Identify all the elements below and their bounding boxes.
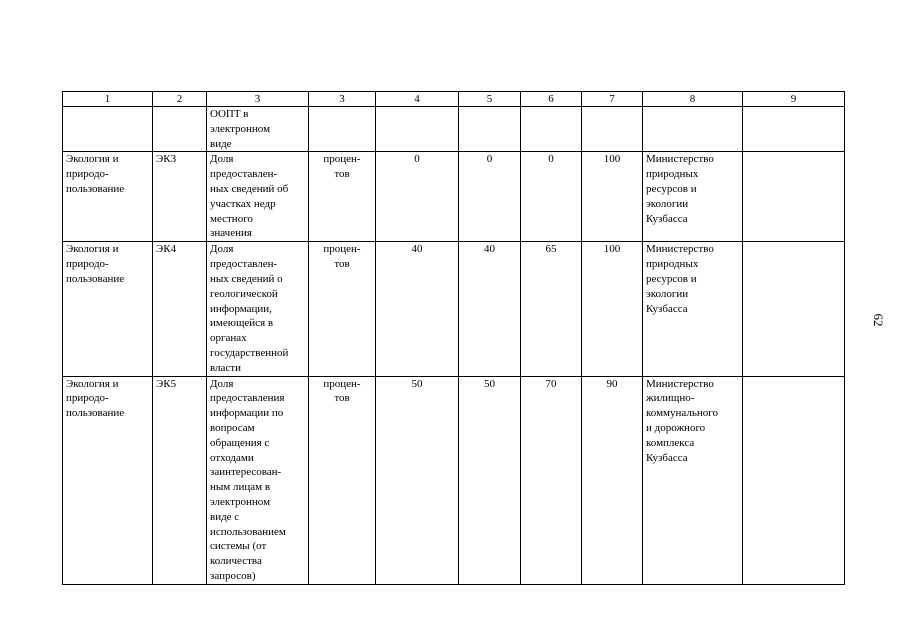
value-cell: 50 (459, 376, 521, 584)
code-cell (153, 107, 207, 152)
value-cell: 0 (459, 152, 521, 242)
value-cell: 90 (582, 376, 643, 584)
unit-cell (309, 107, 376, 152)
value-cell: 0 (376, 152, 459, 242)
header-cell: 3 (309, 92, 376, 107)
value-cell (459, 107, 521, 152)
code-cell: ЭК4 (153, 242, 207, 376)
value-cell: 0 (521, 152, 582, 242)
unit-cell: процен- тов (309, 376, 376, 584)
note-cell (743, 107, 845, 152)
header-cell: 9 (743, 92, 845, 107)
note-cell (743, 152, 845, 242)
sphere-cell (63, 107, 153, 152)
header-cell: 3 (207, 92, 309, 107)
header-cell: 5 (459, 92, 521, 107)
responsible-cell: Министерство жилищно- коммунального и дорожного комплекса Кузбасса (643, 376, 743, 584)
indicator-cell: ООПТ в электронном виде (207, 107, 309, 152)
header-cell: 7 (582, 92, 643, 107)
note-cell (743, 376, 845, 584)
value-cell: 40 (459, 242, 521, 376)
value-cell: 70 (521, 376, 582, 584)
indicators-table (62, 91, 845, 585)
code-cell: ЭК3 (153, 152, 207, 242)
header-cell: 8 (643, 92, 743, 107)
value-cell (376, 107, 459, 152)
header-cell: 1 (63, 92, 153, 107)
header-cell: 2 (153, 92, 207, 107)
value-cell: 100 (582, 152, 643, 242)
table-row (63, 376, 845, 584)
indicator-cell: Доля предоставлен- ных сведений об участках недр местного значения (207, 152, 309, 242)
responsible-cell: Министерство природных ресурсов и экологии Кузбасса (643, 152, 743, 242)
table-row (63, 152, 845, 242)
value-cell: 50 (376, 376, 459, 584)
code-cell: ЭК5 (153, 376, 207, 584)
value-cell (582, 107, 643, 152)
value-cell (521, 107, 582, 152)
responsible-cell (643, 107, 743, 152)
indicator-cell: Доля предоставления информации по вопросам обращения с отходами заинтересован- ным лицам в электронном виде с использованием системы (от количества запросов) (207, 376, 309, 584)
indicator-cell: Доля предоставлен- ных сведений о геологической информации, имеющейся в органах государственной власти (207, 242, 309, 376)
value-cell: 40 (376, 242, 459, 376)
value-cell: 100 (582, 242, 643, 376)
sphere-cell: Экология и природо- пользование (63, 242, 153, 376)
table-row (63, 242, 845, 376)
header-cell: 6 (521, 92, 582, 107)
page-number: 62 (871, 313, 886, 327)
sphere-cell: Экология и природо- пользование (63, 376, 153, 584)
sphere-cell: Экология и природо- пользование (63, 152, 153, 242)
note-cell (743, 242, 845, 376)
value-cell: 65 (521, 242, 582, 376)
table-header-row (63, 92, 845, 107)
unit-cell: процен- тов (309, 242, 376, 376)
responsible-cell: Министерство природных ресурсов и экологии Кузбасса (643, 242, 743, 376)
unit-cell: процен- тов (309, 152, 376, 242)
table-row (63, 107, 845, 152)
header-cell: 4 (376, 92, 459, 107)
